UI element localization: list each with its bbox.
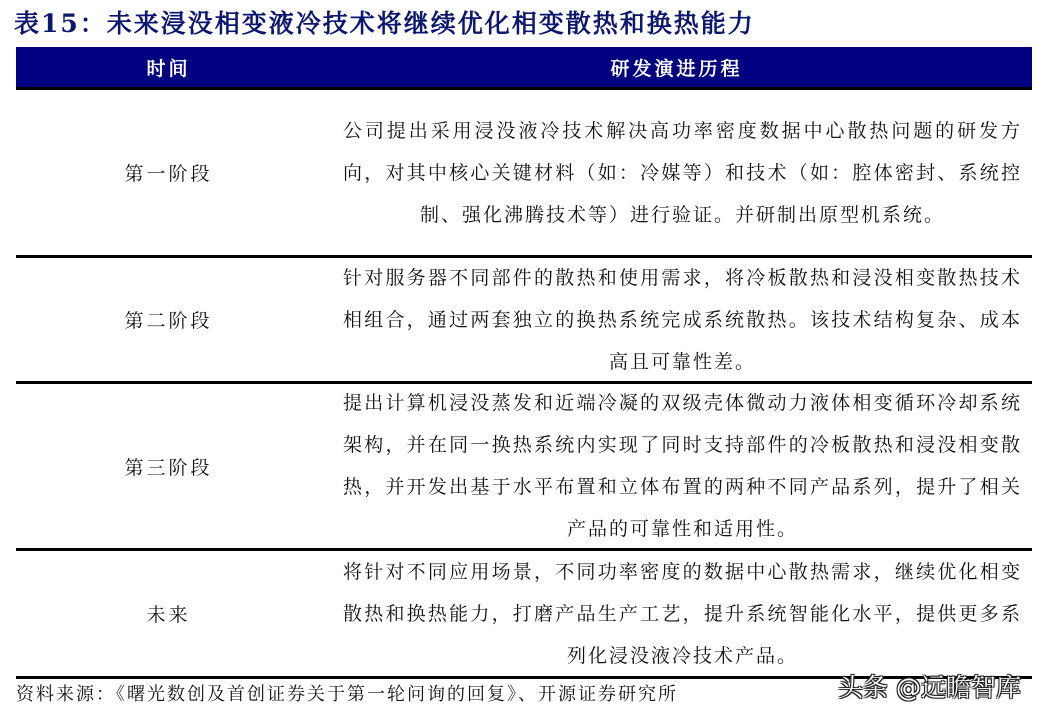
row-time: 第三阶段 bbox=[124, 456, 213, 479]
row-description: 提出计算机浸没蒸发和近端冷凝的双级壳体微动力液体相变循环冷却系统架构，并在同一换热系统内实现了同时支持部件的冷板散热和浸没相变散热，并开发出基于水平布置和立体布置的两种不同产品系列，提升了相关产品的可靠性和适用性。 bbox=[343, 392, 1022, 540]
table-row bbox=[16, 384, 1032, 551]
header-time: 时间 bbox=[146, 57, 191, 80]
table-header-row bbox=[16, 47, 1032, 90]
row-time: 第二阶段 bbox=[124, 310, 213, 332]
research-evolution-table bbox=[16, 47, 1032, 679]
table-title: 表15：未来浸没相变液冷技术将继续优化相变散热和换热能力 bbox=[14, 9, 755, 38]
row-description: 将针对不同应用场景，不同功率密度的数据中心散热需求，继续优化相变散热和换热能力，打磨产品生产工艺，提升系统智能化水平，提供更多系列化浸没液冷技术产品。 bbox=[343, 560, 1022, 667]
header-description: 研发演进历程 bbox=[610, 57, 743, 80]
row-time: 第一阶段 bbox=[124, 163, 213, 185]
table-row bbox=[16, 258, 1032, 384]
table-row bbox=[16, 90, 1032, 258]
source-note: 资料来源：《曙光数创及首创证券关于第一轮问询的回复》、开源证券研究所 bbox=[16, 684, 678, 705]
row-description: 针对服务器不同部件的散热和使用需求，将冷板散热和浸没相变散热技术相组合，通过两套独立的换热系统完成系统散热。该技术结构复杂、成本高且可靠性差。 bbox=[343, 266, 1022, 373]
watermark: 头条 @远瞻智库 bbox=[838, 673, 1021, 702]
table-row bbox=[16, 551, 1032, 679]
row-time: 未来 bbox=[146, 604, 191, 626]
row-description: 公司提出采用浸没液冷技术解决高功率密度数据中心散热问题的研发方向，对其中核心关键材料（如：冷媒等）和技术（如：腔体密封、系统控制、强化沸腾技术等）进行验证。并研制出原型机系统。 bbox=[343, 119, 1022, 226]
